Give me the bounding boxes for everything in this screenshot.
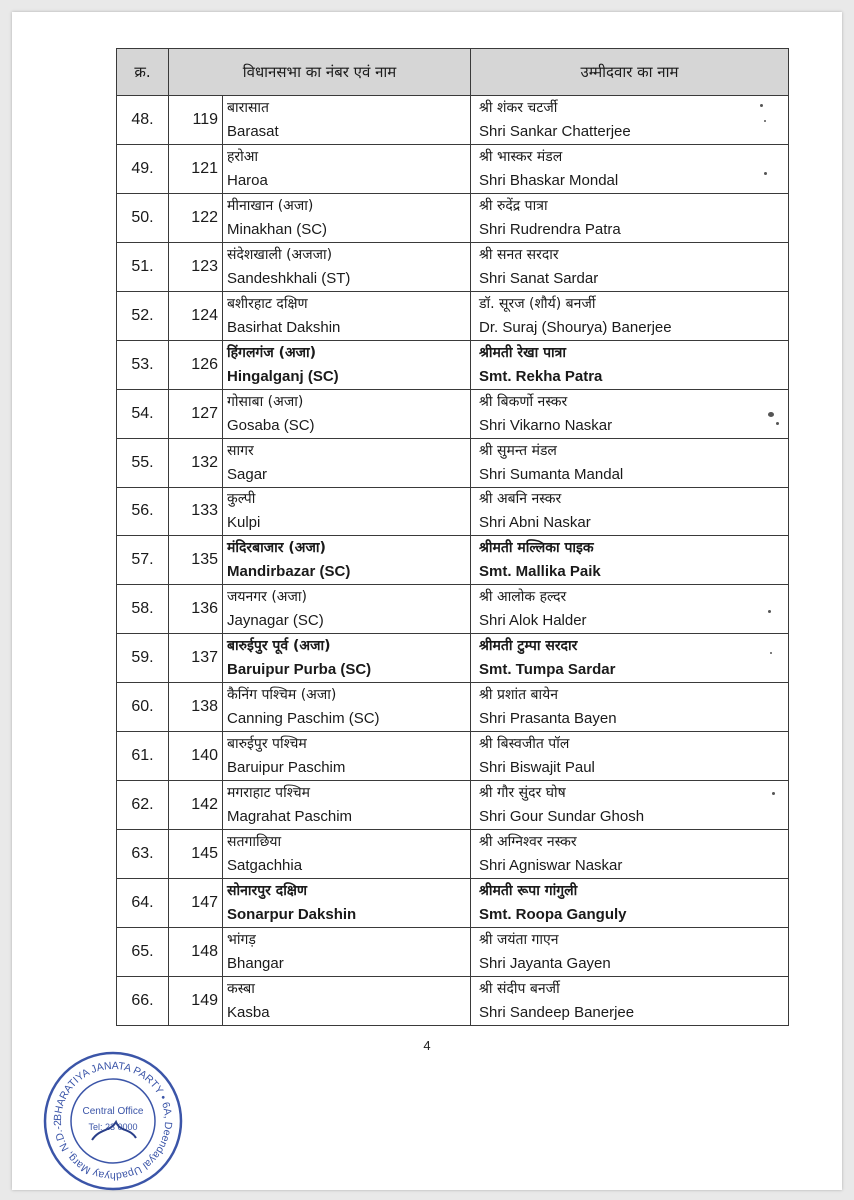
table-row [117, 976, 789, 1025]
candidate-name-cell [471, 438, 789, 487]
table-row [117, 487, 789, 536]
constituency-name-hindi: कैनिंग पश्चिम (अजा) [227, 687, 337, 704]
constituency-number-cell: 149 [169, 976, 223, 1025]
constituency-number-cell: 126 [169, 340, 223, 389]
document-page [12, 12, 842, 1190]
constituency-name-cell [223, 927, 471, 976]
serial-number-cell: 57. [117, 536, 169, 585]
constituency-number-cell: 133 [169, 487, 223, 536]
constituency-name-cell [223, 96, 471, 145]
constituency-name-hindi: मीनाखान (अजा) [227, 197, 314, 214]
serial-number-cell: 55. [117, 438, 169, 487]
candidate-name-cell [471, 585, 789, 634]
constituency-name-cell [223, 976, 471, 1025]
constituency-name-cell [223, 536, 471, 585]
table-row [117, 879, 789, 928]
candidate-name-english: Shri Jayanta Gayen [479, 954, 611, 972]
scan-speck [770, 652, 772, 654]
candidate-name-cell [471, 96, 789, 145]
constituency-name-english: Satgachhia [227, 857, 303, 875]
candidate-name-cell [471, 683, 789, 732]
constituency-name-hindi: बशीरहाट दक्षिण [227, 295, 308, 312]
candidate-name-hindi: श्री अग्निश्वर नस्कर [479, 834, 577, 851]
candidate-name-english: Shri Prasanta Bayen [479, 710, 617, 728]
serial-number-cell: 59. [117, 634, 169, 683]
constituency-name-english: Baruipur Paschim [227, 759, 346, 777]
constituency-number-cell: 123 [169, 242, 223, 291]
constituency-number-cell: 124 [169, 291, 223, 340]
constituency-number-cell: 140 [169, 732, 223, 781]
serial-number-cell: 66. [117, 976, 169, 1025]
candidate-name-hindi: श्री शंकर चटर्जी [479, 99, 558, 116]
table-row [117, 96, 789, 145]
constituency-name-english: Mandirbazar (SC) [227, 563, 351, 581]
constituency-name-hindi: सोनारपुर दक्षिण [227, 882, 307, 899]
constituency-name-cell [223, 193, 471, 242]
candidate-name-cell [471, 487, 789, 536]
table-row [117, 830, 789, 879]
constituency-number-cell: 119 [169, 96, 223, 145]
constituency-name-english: Gosaba (SC) [227, 416, 315, 434]
candidate-name-hindi: श्रीमती मल्लिका पाइक [479, 540, 594, 557]
candidate-name-cell [471, 976, 789, 1025]
scan-speck [768, 412, 774, 417]
candidate-name-hindi: श्रीमती टुम्पा सरदार [479, 638, 578, 655]
candidate-name-hindi: श्री सुमन्त मंडल [479, 442, 557, 459]
constituency-name-cell [223, 389, 471, 438]
constituency-number-cell: 142 [169, 781, 223, 830]
serial-number-cell: 52. [117, 291, 169, 340]
constituency-name-english: Sonarpur Dakshin [227, 905, 357, 923]
constituency-name-english: Canning Paschim (SC) [227, 710, 380, 728]
serial-number-cell: 64. [117, 879, 169, 928]
candidate-name-cell [471, 634, 789, 683]
table-body [117, 96, 789, 1026]
candidate-name-hindi: श्री अबनि नस्कर [479, 491, 562, 508]
constituency-name-cell [223, 438, 471, 487]
serial-number-cell: 65. [117, 927, 169, 976]
candidate-name-cell [471, 144, 789, 193]
constituency-name-cell [223, 242, 471, 291]
constituency-name-hindi: सागर [227, 442, 254, 459]
stamp-outer-ring [45, 1053, 181, 1189]
constituency-name-hindi: कुल्पी [227, 491, 256, 508]
stamp-ring-textpath: BHARATIYA JANATA PARTY • 6A, Deendayal Upadhyay Marg, N.D.-2 [51, 1059, 175, 1183]
scan-speck [764, 172, 767, 175]
serial-number-cell: 63. [117, 830, 169, 879]
table-row [117, 242, 789, 291]
table-row [117, 144, 789, 193]
constituency-name-english: Barasat [227, 122, 279, 140]
candidate-name-hindi: श्रीमती रेखा पात्रा [479, 344, 566, 361]
constituency-name-english: Magrahat Paschim [227, 808, 353, 826]
header-candidate: उम्मीदवार का नाम [471, 49, 789, 96]
candidate-name-english: Smt. Roopa Ganguly [479, 905, 627, 923]
candidate-name-hindi: श्री प्रशांत बायेन [479, 687, 559, 704]
candidate-name-english: Shri Vikarno Naskar [479, 416, 613, 434]
candidate-name-hindi: श्री गौर सुंदर घोष [479, 785, 566, 802]
candidate-name-cell [471, 879, 789, 928]
constituency-name-hindi: संदेशखाली (अजजा) [227, 246, 333, 263]
table-row [117, 193, 789, 242]
table-row [117, 536, 789, 585]
serial-number-cell: 54. [117, 389, 169, 438]
scan-speck [772, 792, 775, 795]
constituency-number-cell: 136 [169, 585, 223, 634]
table-header-row [117, 49, 789, 96]
constituency-number-cell: 122 [169, 193, 223, 242]
scan-speck [768, 610, 771, 613]
table-row [117, 389, 789, 438]
candidate-name-english: Shri Agniswar Naskar [479, 857, 623, 875]
constituency-name-cell [223, 781, 471, 830]
table-row [117, 585, 789, 634]
serial-number-cell: 62. [117, 781, 169, 830]
table-row [117, 634, 789, 683]
page-number: 4 [423, 1038, 431, 1053]
candidate-name-cell [471, 291, 789, 340]
constituency-name-cell [223, 634, 471, 683]
candidate-name-english: Shri Alok Halder [479, 612, 587, 630]
candidate-name-english: Shri Sankar Chatterjee [479, 122, 631, 140]
constituency-number-cell: 121 [169, 144, 223, 193]
candidate-name-hindi: श्री जयंता गाएन [479, 931, 559, 948]
serial-number-cell: 61. [117, 732, 169, 781]
constituency-name-hindi: बारुईपुर पूर्व (अजा) [227, 638, 331, 655]
candidate-name-cell [471, 536, 789, 585]
candidate-table [116, 48, 789, 1026]
constituency-number-cell: 127 [169, 389, 223, 438]
constituency-name-cell [223, 144, 471, 193]
constituency-name-cell [223, 879, 471, 928]
constituency-name-cell [223, 340, 471, 389]
constituency-name-hindi: भांगड़ [227, 931, 256, 948]
candidate-name-hindi: श्री रुदेंद्र पात्रा [479, 197, 548, 214]
candidate-name-english: Smt. Mallika Paik [479, 563, 601, 581]
serial-number-cell: 60. [117, 683, 169, 732]
constituency-name-hindi: हिंगलगंज (अजा) [227, 344, 317, 361]
constituency-name-english: Haroa [227, 171, 268, 189]
constituency-name-hindi: कस्बा [227, 980, 255, 997]
candidate-name-hindi: डॉ. सूरज (शौर्य) बनर्जी [479, 295, 596, 312]
constituency-name-hindi: बारासात [227, 99, 270, 116]
constituency-name-cell [223, 830, 471, 879]
candidate-name-hindi: श्री भास्कर मंडल [479, 148, 563, 165]
serial-number-cell: 49. [117, 144, 169, 193]
serial-number-cell: 51. [117, 242, 169, 291]
constituency-name-hindi: बारुईपुर पश्चिम [227, 736, 307, 753]
table-row [117, 927, 789, 976]
constituency-name-hindi: मंदिरबाजार (अजा) [227, 540, 326, 557]
serial-number-cell: 50. [117, 193, 169, 242]
candidate-name-cell [471, 242, 789, 291]
candidate-name-cell [471, 340, 789, 389]
constituency-number-cell: 148 [169, 927, 223, 976]
constituency-number-cell: 138 [169, 683, 223, 732]
party-office-stamp [40, 1048, 186, 1194]
candidate-name-english: Shri Rudrendra Patra [479, 220, 621, 238]
constituency-number-cell: 137 [169, 634, 223, 683]
stamp-office: Central Office [82, 1106, 144, 1117]
candidate-name-cell [471, 927, 789, 976]
stamp-tel: Tel: 23 0000 [88, 1122, 138, 1132]
candidate-name-hindi: श्रीमती रूपा गांगुली [479, 882, 578, 899]
table-row [117, 438, 789, 487]
table-row [117, 340, 789, 389]
candidate-name-hindi: श्री संदीप बनर्जी [479, 980, 560, 997]
candidate-name-english: Smt. Tumpa Sardar [479, 661, 616, 679]
constituency-name-cell [223, 291, 471, 340]
constituency-number-cell: 147 [169, 879, 223, 928]
table-row [117, 781, 789, 830]
candidate-name-cell [471, 193, 789, 242]
constituency-name-hindi: गोसाबा (अजा) [227, 393, 304, 410]
header-serial: क्र. [117, 49, 169, 96]
constituency-name-english: Baruipur Purba (SC) [227, 661, 372, 679]
constituency-name-english: Bhangar [227, 954, 284, 972]
serial-number-cell: 58. [117, 585, 169, 634]
constituency-number-cell: 135 [169, 536, 223, 585]
candidate-name-english: Shri Sandeep Banerjee [479, 1003, 635, 1021]
candidate-name-hindi: श्री आलोक हल्दर [479, 589, 567, 606]
constituency-name-english: Kasba [227, 1003, 270, 1021]
candidate-name-english: Shri Abni Naskar [479, 514, 591, 532]
constituency-name-english: Kulpi [227, 514, 261, 532]
candidate-name-cell [471, 830, 789, 879]
constituency-name-english: Hingalganj (SC) [227, 367, 339, 385]
serial-number-cell: 53. [117, 340, 169, 389]
constituency-name-cell [223, 487, 471, 536]
serial-number-cell: 48. [117, 96, 169, 145]
constituency-name-hindi: सतगाछिया [227, 834, 282, 851]
scan-speck [764, 120, 766, 122]
constituency-name-english: Basirhat Dakshin [227, 318, 341, 336]
constituency-name-cell [223, 585, 471, 634]
candidate-name-hindi: श्री सनत सरदार [479, 246, 559, 263]
candidate-name-english: Shri Sanat Sardar [479, 269, 599, 287]
constituency-name-english: Sandeshkhali (ST) [227, 269, 351, 287]
constituency-name-hindi: जयनगर (अजा) [227, 589, 307, 606]
table-row [117, 683, 789, 732]
table-row [117, 291, 789, 340]
candidate-name-hindi: श्री बिस्वजीत पॉल [479, 736, 570, 753]
candidate-name-english: Shri Biswajit Paul [479, 759, 595, 777]
stamp-inner-ring [71, 1079, 155, 1163]
constituency-name-english: Sagar [227, 465, 268, 483]
candidate-name-cell [471, 389, 789, 438]
candidate-name-english: Smt. Rekha Patra [479, 367, 603, 385]
candidate-name-english: Shri Sumanta Mandal [479, 465, 624, 483]
candidate-name-english: Shri Gour Sundar Ghosh [479, 808, 645, 826]
serial-number-cell: 56. [117, 487, 169, 536]
candidate-name-english: Dr. Suraj (Shourya) Banerjee [479, 318, 672, 336]
constituency-number-cell: 132 [169, 438, 223, 487]
constituency-name-english: Minakhan (SC) [227, 220, 328, 238]
candidate-name-english: Shri Bhaskar Mondal [479, 171, 619, 189]
candidate-name-cell [471, 781, 789, 830]
candidate-name-hindi: श्री बिकर्णो नस्कर [479, 393, 568, 410]
header-constituency: विधानसभा का नंबर एवं नाम [169, 49, 471, 96]
constituency-name-cell [223, 732, 471, 781]
constituency-name-hindi: मगराहाट पश्चिम [227, 785, 310, 802]
constituency-name-cell [223, 683, 471, 732]
table-row [117, 732, 789, 781]
constituency-number-cell: 145 [169, 830, 223, 879]
scan-speck [760, 104, 763, 107]
constituency-name-english: Jaynagar (SC) [227, 612, 324, 630]
constituency-name-hindi: हरोआ [227, 148, 259, 165]
scan-speck [776, 422, 779, 425]
candidate-name-cell [471, 732, 789, 781]
